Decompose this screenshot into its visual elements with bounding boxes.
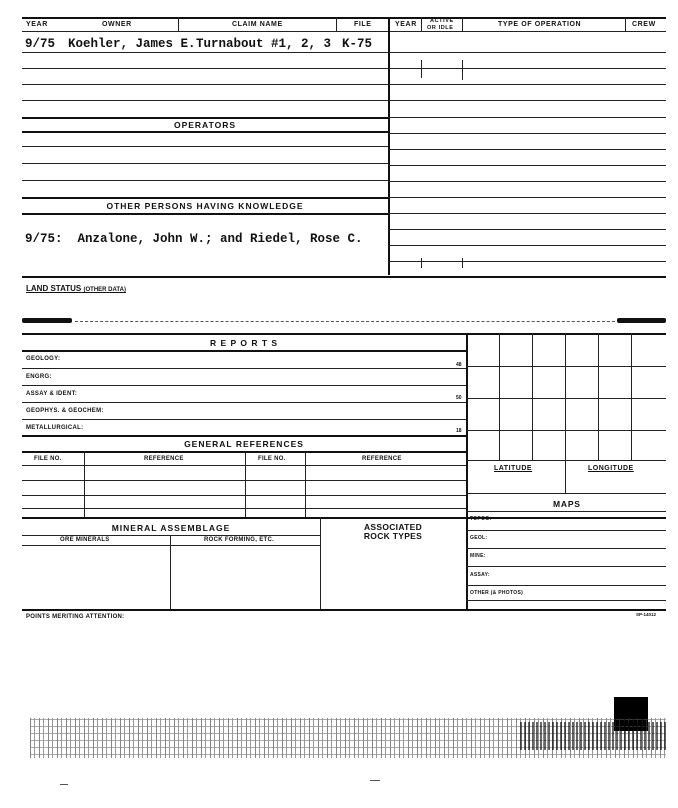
- operators-title: OPERATORS: [173, 120, 237, 130]
- rule: [22, 213, 388, 215]
- scan-noise-dark: [520, 722, 666, 750]
- associated-rock-types-line2: ROCK TYPES: [363, 531, 423, 541]
- map-topog: TOPOG:: [470, 516, 492, 522]
- grid-col: [598, 333, 599, 460]
- grid-col: [565, 333, 566, 493]
- claim-name: Turnabout #1, 2, 3: [196, 37, 332, 51]
- rule: [388, 245, 666, 246]
- land-status-subtitle: (OTHER DATA): [83, 287, 126, 293]
- divider: [84, 451, 85, 517]
- land-status-label: LAND STATUS: [26, 284, 82, 293]
- associated-rock-types-line1: ASSOCIATED: [363, 522, 423, 532]
- mineral-assemblage-title: MINERAL ASSEMBLAGE: [111, 523, 231, 533]
- rule: [22, 451, 466, 453]
- latitude-label: LATITUDE: [494, 465, 533, 472]
- rule: [22, 52, 388, 53]
- rule: [22, 508, 466, 509]
- main-divider: [388, 17, 390, 275]
- rule: [388, 229, 666, 230]
- report-label-geology: GEOLOGY:: [26, 356, 61, 362]
- map-assay: ASSAY:: [470, 572, 490, 578]
- maps-title: MAPS: [553, 499, 581, 509]
- rule: [22, 197, 388, 199]
- divider: [178, 17, 179, 31]
- rule: [22, 368, 466, 369]
- header-or-idle: OR IDLE: [427, 25, 454, 31]
- divider: [170, 535, 171, 609]
- header-crew: CREW: [632, 21, 656, 28]
- report-num-geology: 48: [456, 362, 462, 368]
- scan-speck: [370, 780, 380, 781]
- map-mine: MINE:: [470, 553, 486, 559]
- header-type-of-operation: TYPE OF OPERATION: [498, 21, 582, 28]
- divider: [305, 451, 306, 517]
- rule: [22, 350, 466, 352]
- rule: [388, 181, 666, 182]
- reports-top-rule: [22, 333, 666, 335]
- ref-reference-header-2: REFERENCE: [362, 456, 402, 462]
- scan-speck: [60, 784, 68, 785]
- grid-left-border: [466, 333, 468, 609]
- map-geol: GEOL:: [470, 535, 488, 541]
- grid-col: [532, 333, 533, 460]
- rule: [22, 517, 666, 519]
- top-rule: [22, 17, 666, 19]
- rule: [22, 385, 466, 386]
- rule: [22, 131, 388, 133]
- rule: [22, 180, 388, 181]
- grid-row: [466, 398, 666, 399]
- rule: [466, 511, 666, 512]
- rule: [388, 149, 666, 150]
- longitude-label: LONGITUDE: [588, 465, 634, 472]
- rule: [22, 419, 466, 420]
- ref-file-no-header: FILE NO.: [34, 456, 62, 462]
- rule: [22, 545, 320, 546]
- header-claim-name: CLAIM NAME: [232, 21, 283, 28]
- report-label-metallurgical: METALLURGICAL:: [26, 425, 84, 431]
- registration-mark-right: [617, 318, 666, 323]
- grid-col: [499, 333, 500, 460]
- rule: [466, 530, 666, 531]
- rule: [22, 117, 388, 119]
- grid-row: [466, 460, 666, 461]
- header-bottom-rule: [22, 31, 666, 32]
- rule: [388, 100, 666, 101]
- divider: [462, 60, 463, 80]
- form-number: SP-14012: [636, 612, 657, 617]
- header-year: YEAR: [26, 21, 48, 28]
- registration-mark-left: [22, 318, 72, 323]
- divider: [462, 17, 463, 31]
- divider: [462, 258, 463, 268]
- rule: [22, 100, 388, 101]
- divider: [336, 17, 337, 31]
- dashed-rule: [75, 321, 615, 322]
- rule: [388, 261, 666, 262]
- map-other: OTHER (& PHOTOS): [470, 590, 524, 596]
- report-num-assay: 50: [456, 395, 462, 401]
- rule: [22, 495, 466, 496]
- footer-rule: [22, 609, 666, 611]
- header-file: FILE: [354, 21, 372, 28]
- rule: [22, 535, 320, 536]
- rule: [388, 133, 666, 134]
- header-owner: OWNER: [102, 21, 132, 28]
- report-label-engrg: ENGRG:: [26, 374, 52, 380]
- ref-reference-header: REFERENCE: [144, 456, 184, 462]
- divider: [421, 60, 422, 78]
- rule: [388, 213, 666, 214]
- rock-forming-header: ROCK FORMING, ETC.: [204, 537, 275, 543]
- rule: [22, 68, 388, 69]
- report-label-geophys: GEOPHYS. & GEOCHEM:: [26, 408, 104, 414]
- rule: [22, 163, 388, 164]
- rule: [466, 600, 666, 601]
- land-status-title: [26, 284, 126, 293]
- rule: [388, 165, 666, 166]
- header-active: ACTIVE: [430, 18, 454, 24]
- rule: [22, 465, 466, 466]
- ore-minerals-header: ORE MINERALS: [60, 537, 110, 543]
- divider: [625, 17, 626, 31]
- rule: [22, 84, 388, 85]
- rule: [22, 435, 466, 437]
- rule: [22, 480, 466, 481]
- owner-year: 9/75: [25, 37, 56, 51]
- other-persons-entry: 9/75: Anzalone, John W.; and Riedel, Rose C.: [25, 232, 363, 246]
- general-references-title: GENERAL REFERENCES: [184, 439, 304, 449]
- grid-row: [466, 366, 666, 367]
- rule: [388, 52, 666, 53]
- grid-row: [466, 493, 666, 494]
- file-number: K-75: [342, 37, 373, 51]
- reports-title: R E P O R T S: [209, 338, 279, 348]
- points-meriting-attention: POINTS MERITING ATTENTION:: [26, 614, 125, 620]
- rule: [466, 548, 666, 549]
- rule: [466, 585, 666, 586]
- rule: [388, 68, 666, 69]
- ref-file-no-header-2: FILE NO.: [258, 456, 286, 462]
- rule: [388, 117, 666, 118]
- divider: [421, 258, 422, 268]
- rule: [388, 84, 666, 85]
- rule: [466, 566, 666, 567]
- rule: [22, 146, 388, 147]
- divider: [245, 451, 246, 517]
- header-year-2: YEAR: [395, 21, 417, 28]
- section-rule: [22, 276, 666, 278]
- rule: [388, 197, 666, 198]
- report-num-metallurgical: 18: [456, 428, 462, 434]
- owner-name: Koehler, James E.: [68, 37, 196, 51]
- grid-row: [466, 430, 666, 431]
- divider: [421, 17, 422, 31]
- report-label-assay: ASSAY & IDENT:: [26, 391, 78, 397]
- grid-col: [631, 333, 632, 460]
- rule: [22, 402, 466, 403]
- other-persons-title: OTHER PERSONS HAVING KNOWLEDGE: [106, 201, 304, 211]
